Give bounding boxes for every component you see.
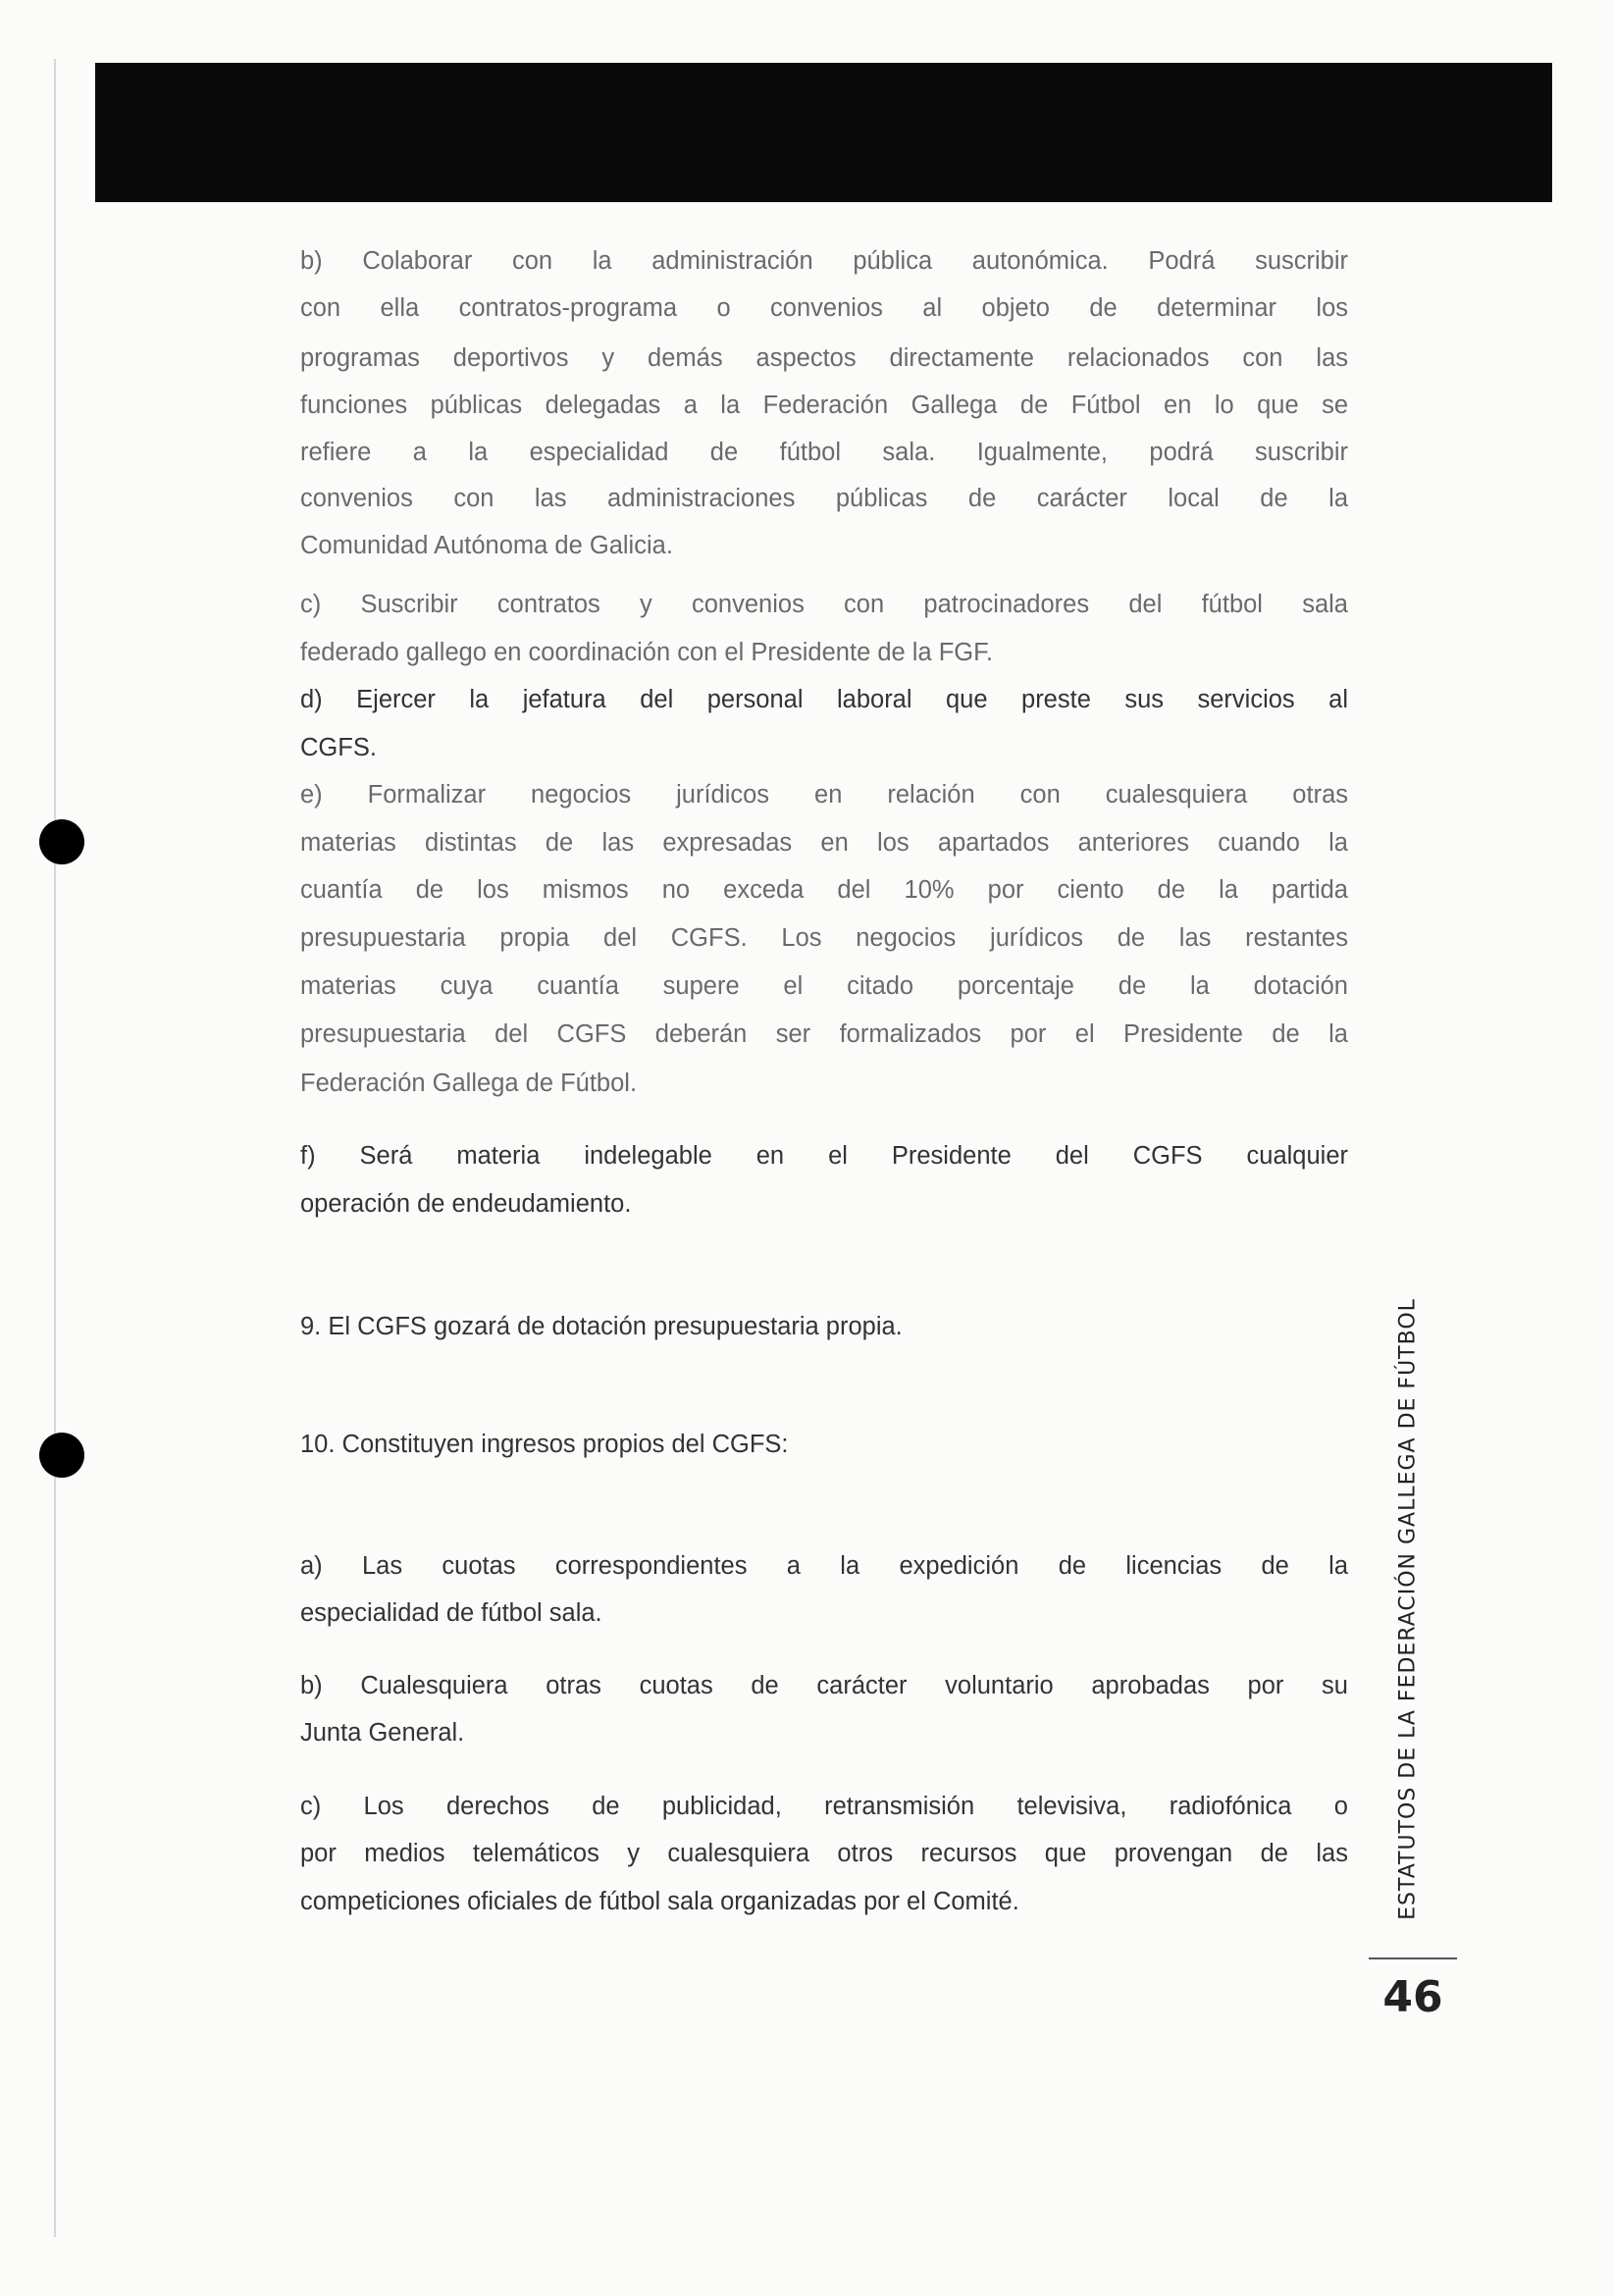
paragraph-d-ejercer-line: d) Ejercer la jefatura del personal laboral que preste sus servicios al [300,686,1348,713]
paragraph-c-derechos-line: c) Los derechos de publicidad, retransmisión televisiva, radiofónica o [300,1793,1348,1820]
footer-rule [1369,1957,1457,1959]
binder-hole [39,1433,84,1478]
paragraph-e-formalizar-line: e) Formalizar negocios jurídicos en relación con cualesquiera otras [300,781,1348,809]
paragraph-b-colaborar-line: programas deportivos y demás aspectos directamente relacionados con las [300,344,1348,372]
paragraph-c-suscribir-line: federado gallego en coordinación con el Presidente de la FGF. [300,639,993,666]
paragraph-e-formalizar-line: cuantía de los mismos no exceda del 10% por ciento de la partida [300,876,1348,904]
paragraph-a-cuotas-line: especialidad de fútbol sala. [300,1599,602,1627]
paragraph-b-cuotas-line: Junta General. [300,1719,465,1747]
page-number: 46 [1382,1972,1443,2022]
paragraph-b-colaborar-line: con ella contratos-programa o convenios al objeto de determinar los [300,294,1348,322]
binder-hole [39,819,84,864]
paragraph-e-formalizar-line: presupuestaria del CGFS deberán ser formalizados por el Presidente de la [300,1020,1348,1048]
scan-edge [54,59,56,2237]
redacted-header-bar [95,63,1552,202]
paragraph-b-cuotas-line: b) Cualesquiera otras cuotas de carácter voluntario aprobadas por su [300,1672,1348,1699]
paragraph-d-ejercer-line: CGFS. [300,734,377,761]
paragraph-b-colaborar-line: Comunidad Autónoma de Galicia. [300,532,673,559]
paragraph-c-derechos-line: competiciones oficiales de fútbol sala organizadas por el Comité. [300,1888,1019,1915]
paragraph-b-colaborar-line: funciones públicas delegadas a la Federación Gallega de Fútbol en lo que se [300,391,1348,419]
paragraph-e-formalizar-line: materias cuya cuantía supere el citado porcentaje de la dotación [300,972,1348,1000]
paragraph-item-10-line: 10. Constituyen ingresos propios del CGFS: [300,1431,789,1458]
paragraph-a-cuotas-line: a) Las cuotas correspondientes a la expedición de licencias de la [300,1552,1348,1580]
paragraph-b-colaborar-line: refiere a la especialidad de fútbol sala. Igualmente, podrá suscribir [300,439,1348,466]
paragraph-f-indelegable-line: operación de endeudamiento. [300,1190,632,1218]
paragraph-e-formalizar-line: Federación Gallega de Fútbol. [300,1070,638,1097]
paragraph-b-colaborar-line: b) Colaborar con la administración pública autonómica. Podrá suscribir [300,247,1348,275]
paragraph-item-9-line: 9. El CGFS gozará de dotación presupuestaria propia. [300,1313,903,1340]
paragraph-f-indelegable-line: f) Será materia indelegable en el Presidente del CGFS cualquier [300,1142,1348,1170]
paragraph-c-suscribir-line: c) Suscribir contratos y convenios con patrocinadores del fútbol sala [300,591,1348,618]
paragraph-b-colaborar-line: convenios con las administraciones públicas de carácter local de la [300,485,1348,512]
paragraph-e-formalizar-line: materias distintas de las expresadas en los apartados anteriores cuando la [300,829,1348,857]
side-title: ESTATUTOS DE LA FEDERACIÓN GALLEGA DE FÚTBOL [1395,1298,1421,1920]
paragraph-c-derechos-line: por medios telemáticos y cualesquiera otros recursos que provengan de las [300,1840,1348,1867]
paragraph-e-formalizar-line: presupuestaria propia del CGFS. Los negocios jurídicos de las restantes [300,924,1348,952]
